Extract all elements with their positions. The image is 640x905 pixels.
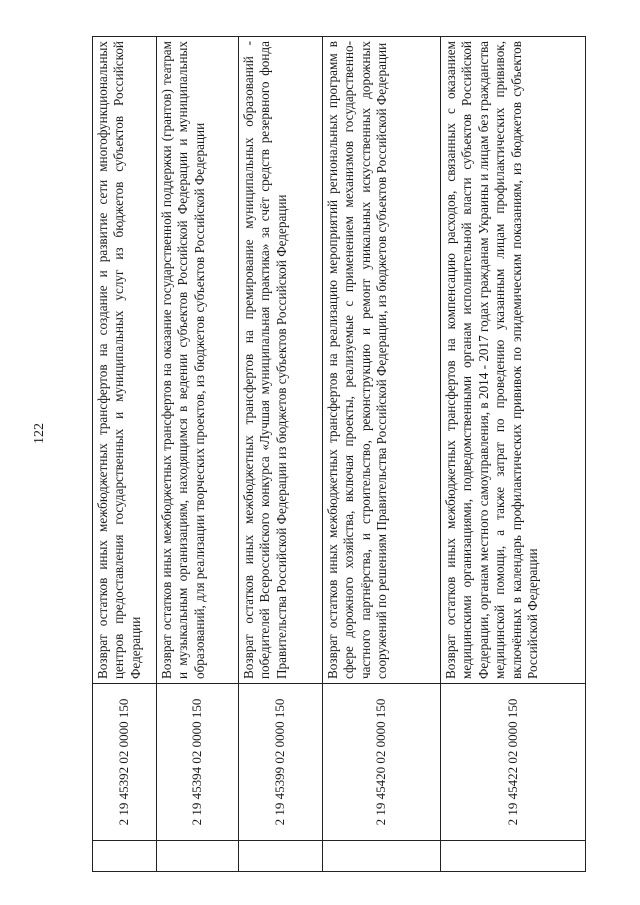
- budget-code: 2 19 45422 02 0000 150: [441, 684, 586, 841]
- description: Возврат остатков иных межбюджетных трансфертов на оказание государственной поддержки (грантов) театрам и музыкальным организациям, находящимся в ведении субъектов Российской Федерации и муниципальных образований, для реализации творческих проектов, из бюджетов субъектов Российской Федерации: [157, 37, 239, 684]
- budget-code: 2 19 45399 02 0000 150: [239, 684, 323, 841]
- table: [92, 36, 586, 872]
- table-row: [93, 37, 157, 872]
- table-row: [157, 37, 239, 872]
- empty-cell: [93, 841, 157, 872]
- budget-code: 2 19 45420 02 0000 150: [323, 684, 441, 841]
- budget-code: 2 19 45392 02 0000 150: [93, 684, 157, 841]
- table-row: [239, 37, 323, 872]
- description: Возврат остатков иных межбюджетных трансфертов на реализацию мероприятий региональных программ в сфере дорожного хозяйства, включая проекты, реализуемые с применением механизмов государственно-частного партнёрства, и строительство, реконструкцию и ремонт уникальных искусственных дорожных сооружений по решениям Правительства Российской Федерации, из бюджетов субъектов Российской Федерации: [323, 37, 441, 684]
- empty-cell: [239, 841, 323, 872]
- empty-cell: [323, 841, 441, 872]
- description: Возврат остатков иных межбюджетных трансфертов на создание и развитие сети многофункциональных центров предоставления государственных и муниципальных услуг из бюджетов субъектов Российской Федерации: [93, 37, 157, 684]
- table-row: [441, 37, 586, 872]
- empty-cell: [157, 841, 239, 872]
- table-row: [323, 37, 441, 872]
- page-number: 122: [32, 423, 47, 444]
- budget-code: 2 19 45394 02 0000 150: [157, 684, 239, 841]
- description: Возврат остатков иных межбюджетных трансфертов на компенсацию расходов, связанных с оказанием медицинскими организациями, подведомственными органам исполнительной власти субъектов Российской Федерации, органам местного самоуправления, в 2014 - 2017 годах гражданам Украины и лицам без гражданства медицинской помощи, а также затрат по проведению указанным лицам профилактических прививок, включённых в календарь профилактических прививок по эпидемическим показаниям, из бюджетов субъектов Российской Федерации: [441, 37, 586, 684]
- budget-code-table: [92, 36, 582, 872]
- empty-cell: [441, 841, 586, 872]
- description: Возврат остатков иных межбюджетных трансфертов на премирование муниципальных образований - победителей Всероссийского конкурса «Лучшая муниципальная практика» за счёт средств резервного фонда Правительства Российской Федерации из бюджетов субъектов Российской Федерации: [239, 37, 323, 684]
